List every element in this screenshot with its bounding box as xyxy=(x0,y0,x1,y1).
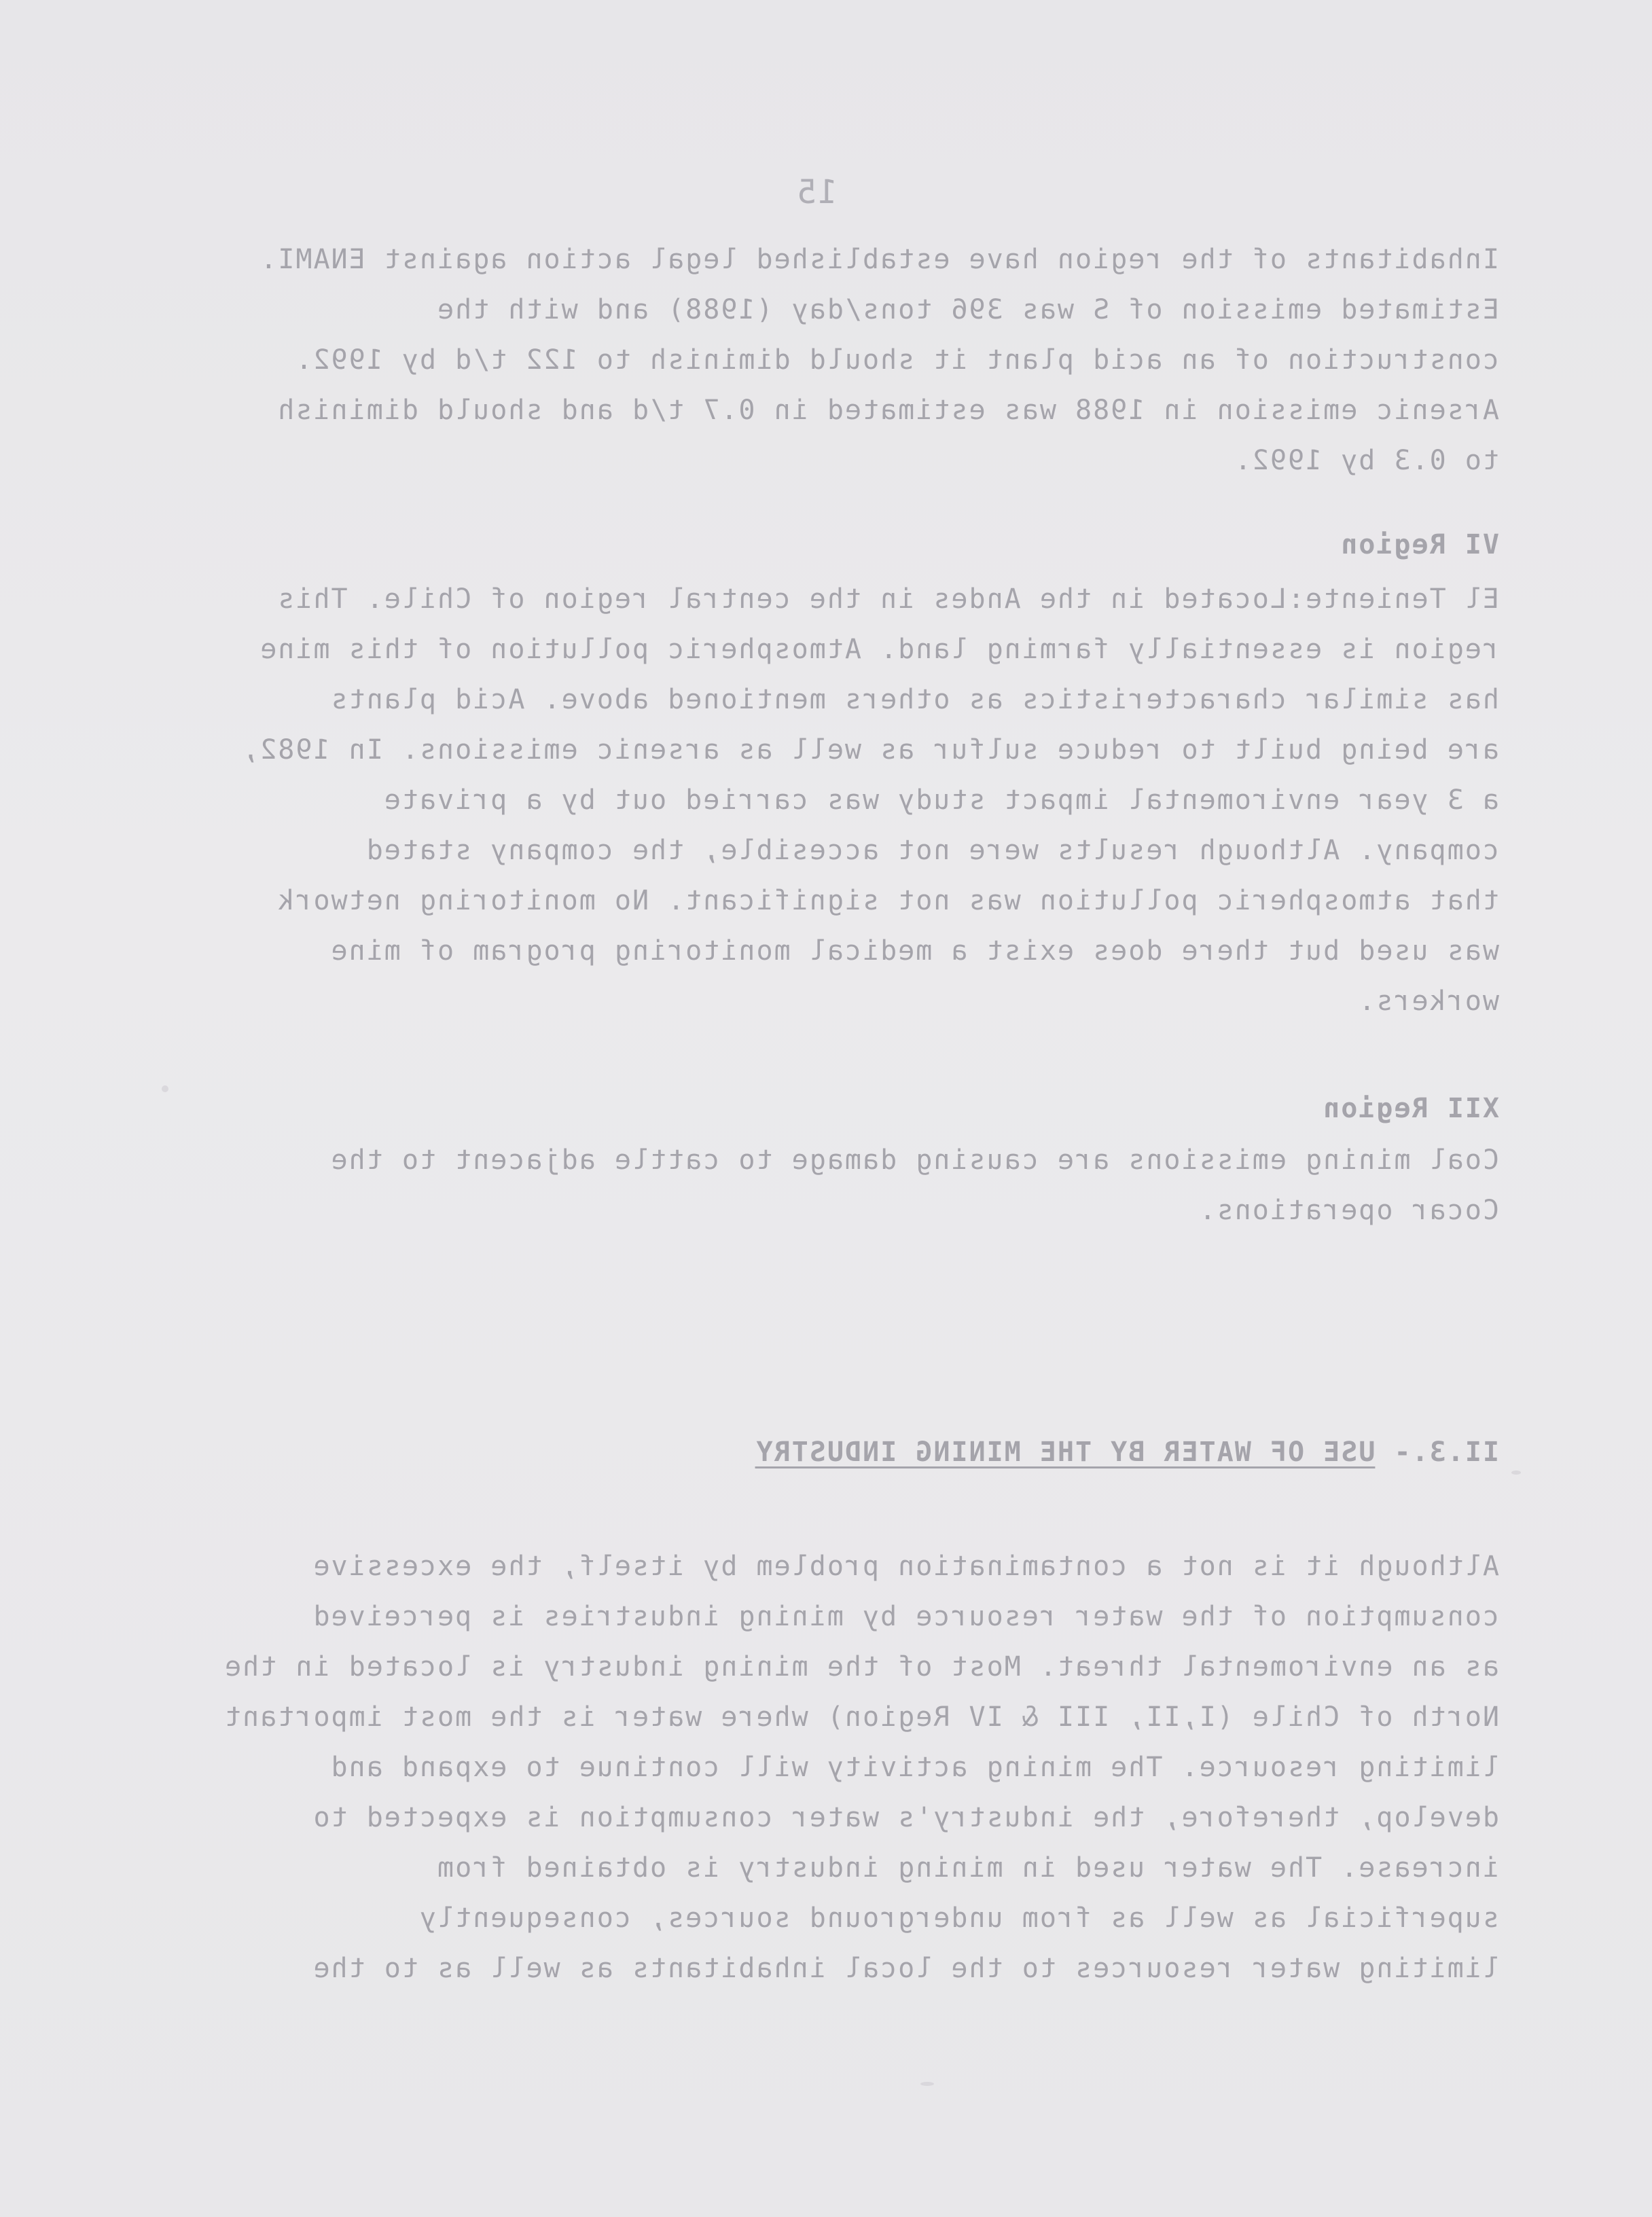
text-line: develop, therefore, the industry's water consumption is expected to xyxy=(312,1802,1499,1833)
text-line: are being built to reduce sulfur as well as arsenic emissions. In 1982, xyxy=(241,734,1499,765)
section-title: USE OF WATER BY THE MINING INDUSTRY xyxy=(755,1437,1376,1468)
text-line: Coal mining emissions are causing damage to cattle adjacent to the xyxy=(329,1144,1499,1176)
text-line: to 0.3 by 1992. xyxy=(1233,445,1499,476)
text-line: workers. xyxy=(1357,986,1499,1017)
section-number: II.3.- xyxy=(1393,1437,1499,1468)
text-line: North of Chile (I,II, III & IV Region) where water is the most important xyxy=(223,1701,1499,1733)
text-line: a 3 year enviromental impact study was carried out by a private xyxy=(382,785,1499,816)
text-line: limiting resource. The mining activity will continue to expand and xyxy=(329,1752,1499,1783)
text-line: Estimated emission of S was 396 tons/day (1988) and with the xyxy=(436,294,1499,325)
text-line: was used but there does exist a medical monitoring program of mine xyxy=(329,935,1499,967)
paper-speck xyxy=(920,2082,934,2086)
text-line: limiting water resources to the local inhabitants as well as to the xyxy=(312,1953,1499,1984)
text-line: company. Although results were not accesible, the company stated xyxy=(365,835,1499,866)
text-line: consumption of the water resource by mining industries is perceived xyxy=(312,1601,1499,1632)
text-line: Although it is not a contamination problem by itself, the excessive xyxy=(312,1551,1499,1582)
text-line: construction of an acid plant it should diminish to 122 t/d by 1992. xyxy=(294,344,1499,376)
text-line: increase. The water used in mining industry is obtained from xyxy=(436,1852,1499,1883)
text-line: Arsenic emission in 1988 was estimated in 0.7 t/d and should diminish xyxy=(276,395,1499,426)
heading-vi-region: VI Region xyxy=(1340,529,1499,560)
text-line: superficial as well as from underground sources, consequently xyxy=(418,1903,1499,1934)
text-line: region is essentially farming land. Atmospheric pollution of this mine xyxy=(259,634,1499,665)
text-line: El Teniente:Located in the Andes in the central region of Chile. This xyxy=(276,583,1499,615)
paper-speck xyxy=(1511,1471,1521,1475)
section-heading-water-use xyxy=(755,1439,1499,1466)
text-line: has similar characteristics as others mentioned above. Acid plants xyxy=(329,684,1499,715)
text-line: Inhabitants of the region have established legal action against ENAMI. xyxy=(259,244,1499,275)
page-number: 15 xyxy=(795,173,838,211)
heading-xii-region: XII Region xyxy=(1322,1093,1499,1124)
paper-speck xyxy=(162,1085,168,1092)
text-line: Cocar operations. xyxy=(1198,1195,1499,1226)
text-line: as an enviromental threat. Most of the mining industry is located in the xyxy=(223,1651,1499,1682)
text-line: that atmospheric pollution was not significant. No monitoring network xyxy=(276,885,1499,916)
